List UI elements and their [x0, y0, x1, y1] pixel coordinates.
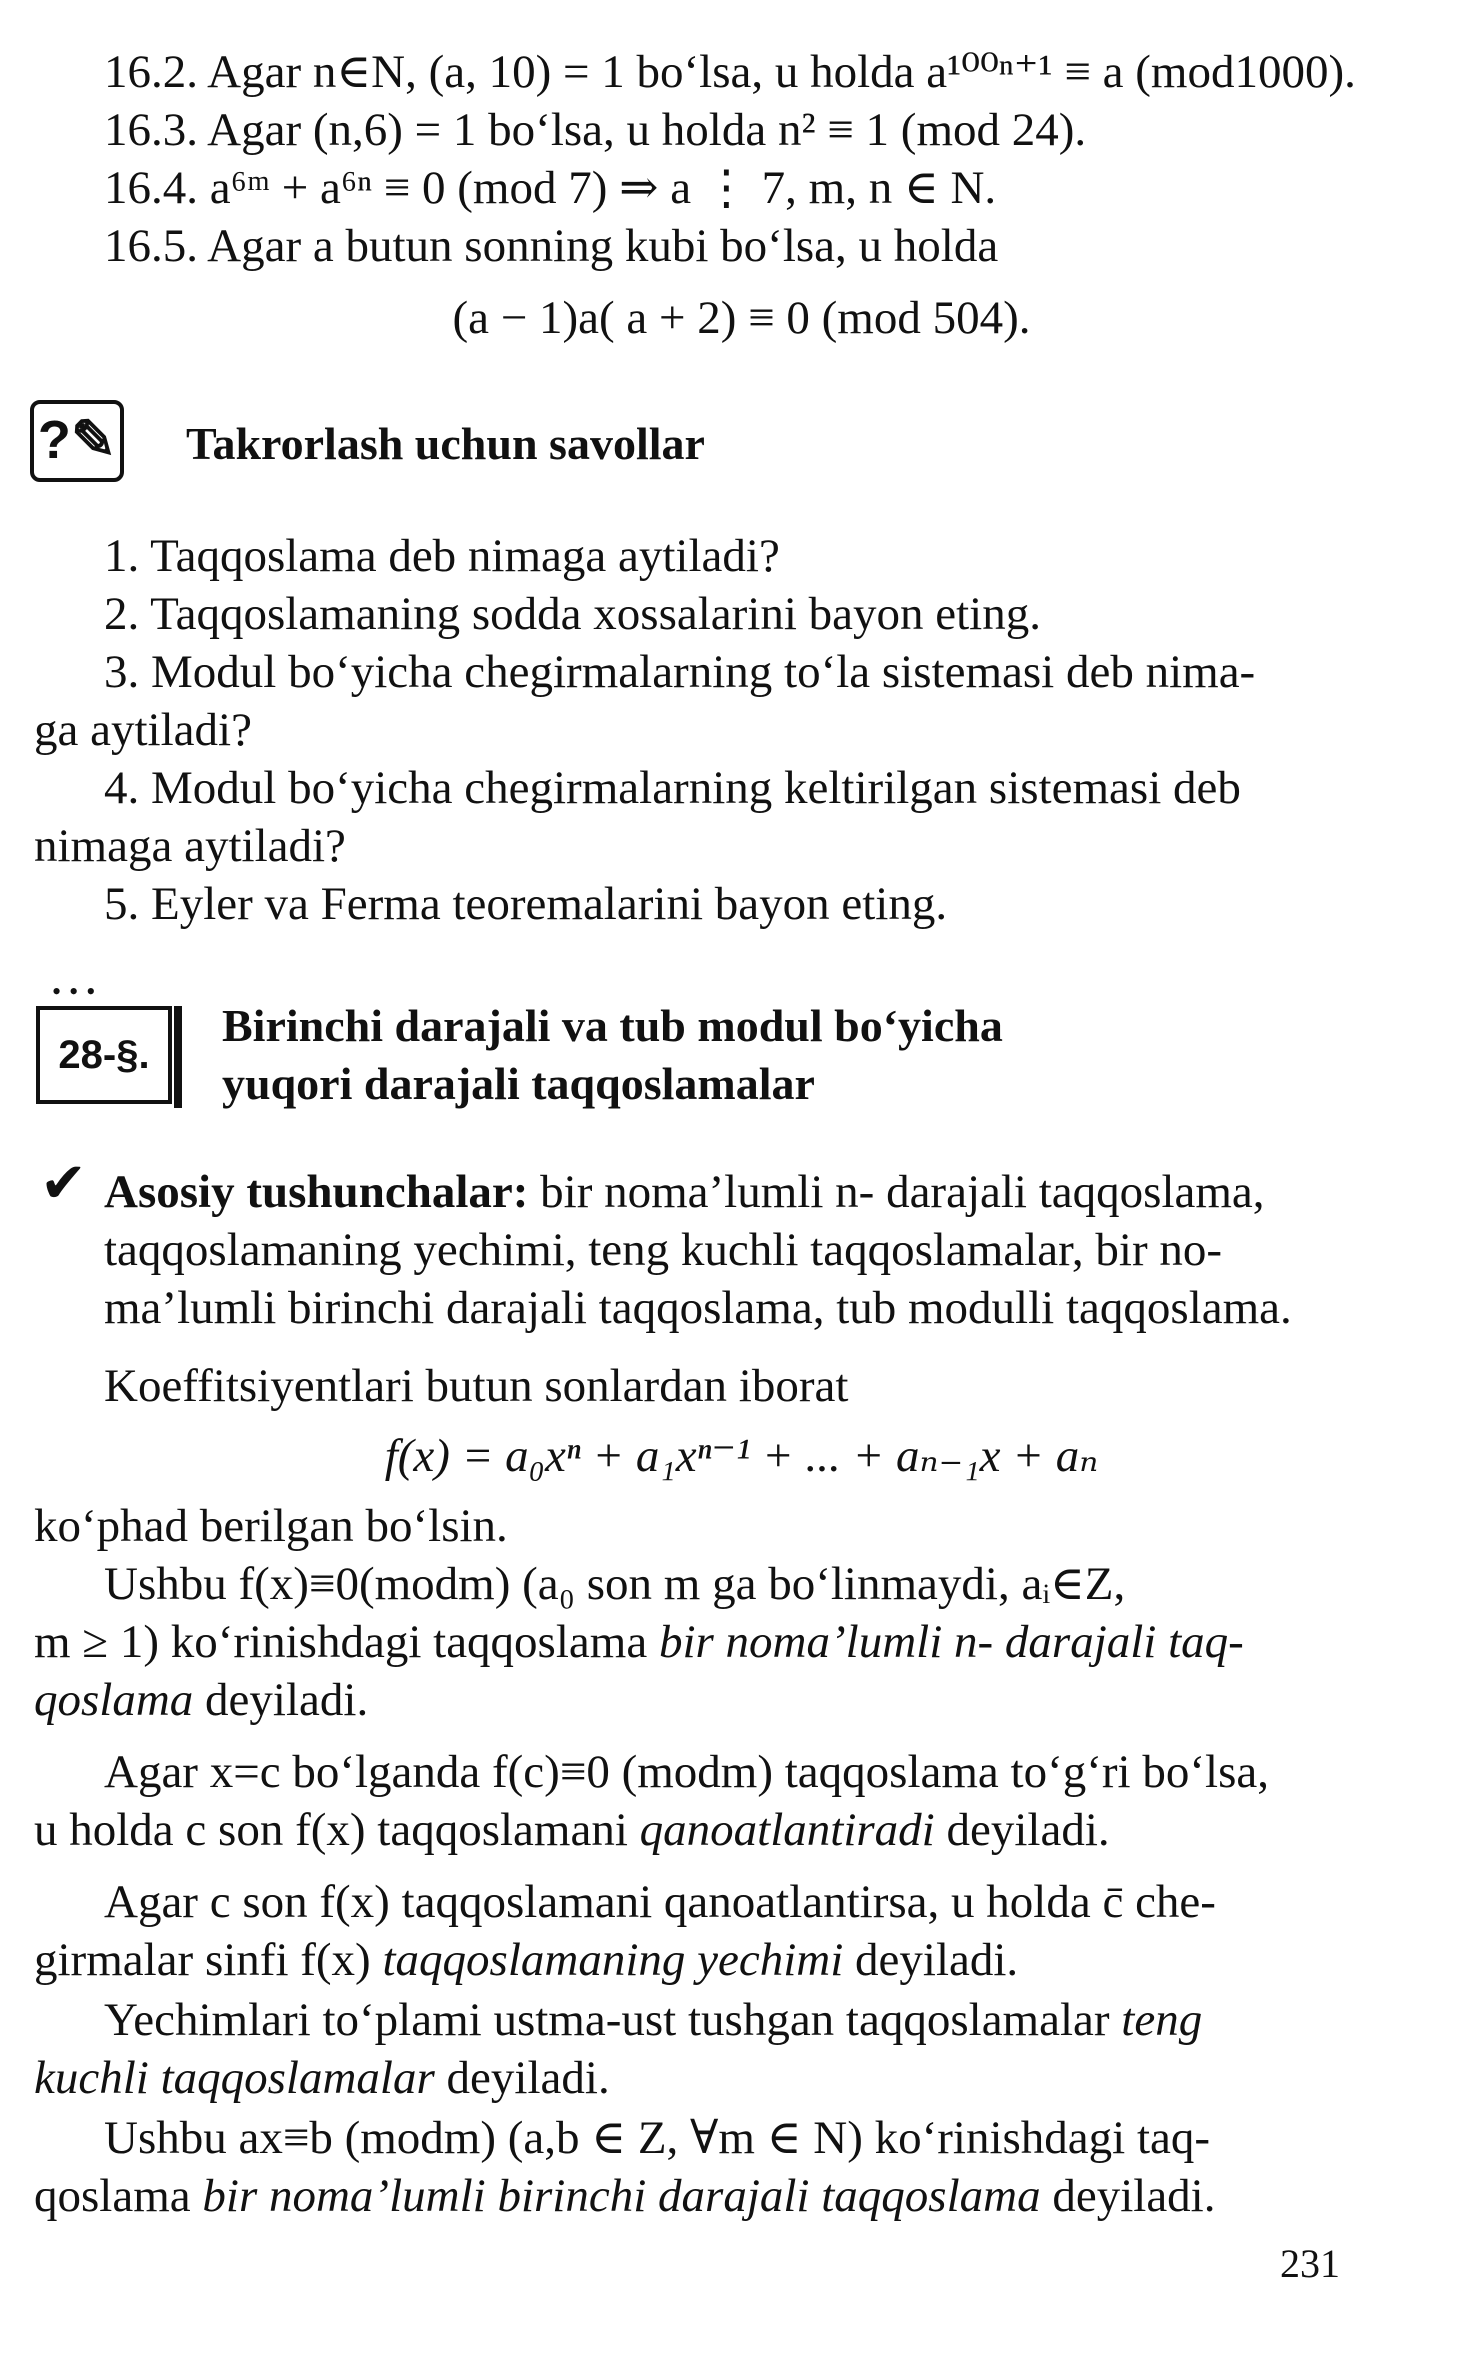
checkmark-icon: ✔ [40, 1151, 87, 1216]
exercise-16-5-formula: (a − 1)a( a + 2) ≡ 0 (mod 504). [452, 292, 1031, 344]
paragraph-5-line-2 [34, 2050, 1354, 2106]
review-question-4b: nimaga aytiladi? [34, 820, 346, 872]
review-question-1: 1. Taqqoslama deb nimaga aytiladi? [104, 530, 780, 582]
paragraph-2-line-2 [34, 1614, 1354, 1670]
concepts-label: Asosiy tushunchalar: [104, 1166, 529, 1218]
paragraph-2-text: m ≥ 1) ko‘rinishdagi taqqoslama [34, 1616, 659, 1668]
concepts-text-1: bir noma’lumli n- darajali taqqoslama, [528, 1166, 1265, 1218]
paragraph-5-term: teng [1121, 1994, 1203, 2046]
review-question-3a: 3. Modul bo‘yicha chegirmalarning to‘la sistemasi deb nima- [104, 646, 1256, 698]
paragraph-5-tail: deyiladi. [434, 2052, 610, 2104]
paragraph-6-line-1: Ushbu ax≡b (modm) (a,b ∈ Z, ∀m ∈ N) ko‘rinishdagi taq- [104, 2112, 1211, 2164]
concepts-line-2: taqqoslamaning yechimi, teng kuchli taqqoslamalar, bir no- [104, 1224, 1222, 1276]
review-question-5: 5. Eyler va Ferma teoremalarini bayon eting. [104, 878, 948, 930]
exercise-16-3: 16.3. Agar (n,6) = 1 bo‘lsa, u holda n² ≡ 1 (mod 24). [104, 104, 1087, 156]
paragraph-5-line-1 [104, 1992, 1424, 2048]
paragraph-4-term: taqqoslamaning yechimi [382, 1934, 844, 1986]
paragraph-1: Koeffitsiyentlari butun sonlardan iborat [104, 1360, 849, 1412]
paragraph-5-text: Yechimlari to‘plami ustma-ust tushgan taqqoslamalar [104, 1994, 1122, 2046]
section-title-line-2: yuqori darajali taqqoslamalar [222, 1058, 815, 1109]
paragraph-2-term: bir noma’lumli n- darajali taq- [658, 1616, 1244, 1668]
page-number: 231 [1280, 2241, 1340, 2286]
review-question-4a: 4. Modul bo‘yicha chegirmalarning keltirilgan sistemasi deb [104, 762, 1241, 814]
review-heading: Takrorlash uchun savollar [186, 418, 705, 469]
exercise-16-2: 16.2. Agar n∈N, (a, 10) = 1 bo‘lsa, u holda a¹⁰⁰ⁿ⁺¹ ≡ a (mod1000). [104, 46, 1356, 98]
paragraph-1-end: ko‘phad berilgan bo‘lsin. [34, 1500, 508, 1552]
section-title-line-1: Birinchi darajali va tub modul bo‘yicha [222, 1000, 1003, 1051]
review-question-2: 2. Taqqoslamaning sodda xossalarini bayon eting. [104, 588, 1041, 640]
paragraph-2-line-1: Ushbu f(x)≡0(modm) (a₀ son m ga bo‘linmaydi, aᵢ∈Z, [104, 1558, 1126, 1610]
paragraph-4-line-1: Agar c son f(x) taqqoslamani qanoatlantirsa, u holda c̄ che- [104, 1876, 1216, 1928]
section-dots-decoration: ••• [52, 977, 104, 1006]
paragraph-2-tail: deyiladi. [193, 1674, 369, 1726]
exercise-16-5: 16.5. Agar a butun sonning kubi bo‘lsa, u holda [104, 220, 999, 272]
question-pencil-icon: ?✎ [30, 400, 124, 482]
paragraph-4-tail: deyiladi. [843, 1934, 1019, 1986]
exercise-16-4: 16.4. a⁶ᵐ + a⁶ⁿ ≡ 0 (mod 7) ⇒ a ⋮ 7, m, n ∈ N. [104, 162, 997, 214]
paragraph-6-line-2 [34, 2168, 1354, 2224]
paragraph-6-tail: deyiladi. [1040, 2170, 1216, 2222]
paragraph-2-line-3 [34, 1672, 1354, 1728]
paragraph-6-text: qoslama [34, 2170, 203, 2222]
review-question-3b: ga aytiladi? [34, 704, 252, 756]
paragraph-3-term: qanoatlantiradi [639, 1804, 935, 1856]
concepts-line-1 [104, 1164, 1424, 1220]
paragraph-3-text: u holda c son f(x) taqqoslamani [34, 1804, 640, 1856]
paragraph-2-term-end: qoslama [34, 1674, 194, 1726]
concepts-line-3: ma’lumli birinchi darajali taqqoslama, tub modulli taqqoslama. [104, 1282, 1292, 1334]
section-number-badge: 28-§. [36, 1006, 172, 1104]
paragraph-3-tail: deyiladi. [934, 1804, 1110, 1856]
paragraph-4-line-2 [34, 1932, 1354, 1988]
paragraph-6-term: bir noma’lumli birinchi darajali taqqoslama [202, 2170, 1041, 2222]
paragraph-4-text: girmalar sinfi f(x) [34, 1934, 383, 1986]
paragraph-3-line-2 [34, 1802, 1354, 1858]
polynomial-formula: f(x) = a₀xⁿ + a₁xⁿ⁻¹ + ... + aₙ₋₁x + aₙ [384, 1430, 1099, 1482]
paragraph-5-term-end: kuchli taqqoslamalar [34, 2052, 435, 2104]
paragraph-3-line-1: Agar x=c bo‘lganda f(c)≡0 (modm) taqqoslama to‘g‘ri bo‘lsa, [104, 1746, 1269, 1798]
